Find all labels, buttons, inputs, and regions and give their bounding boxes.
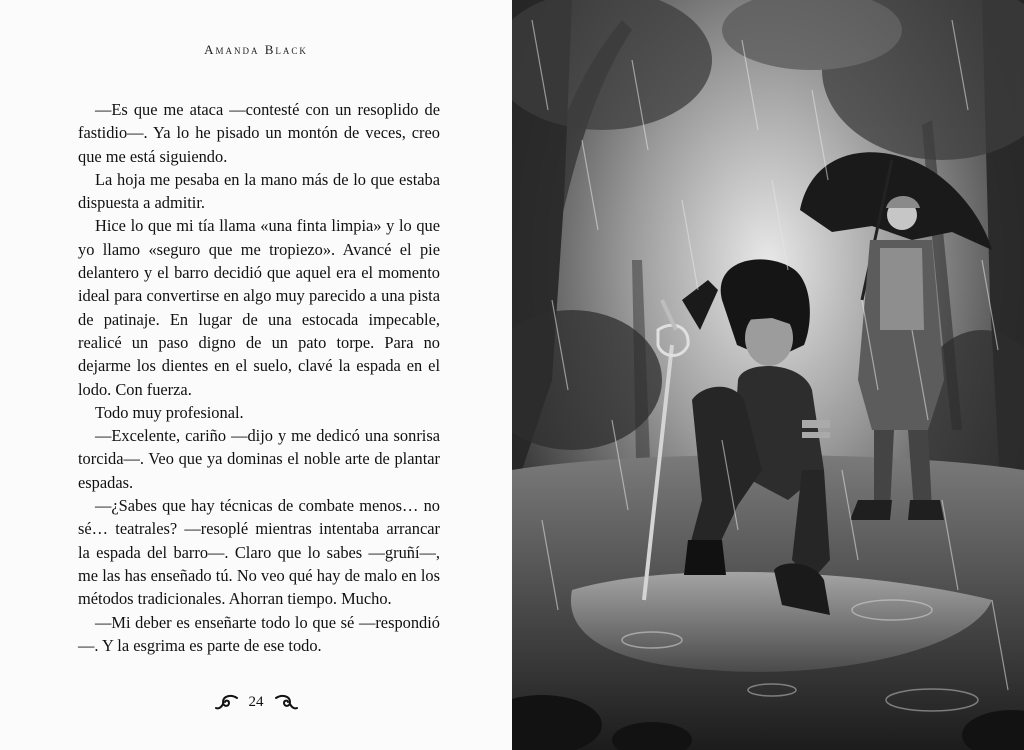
paragraph: Todo muy profesional.: [95, 402, 244, 422]
body-text: [78, 98, 440, 657]
paragraph: —Excelente, cariño —dijo y me dedicó una sonrisa torcida—. Veo que ya dominas el noble arte de plantar espadas.: [78, 426, 440, 492]
right-ornament-icon: [272, 692, 298, 712]
paragraph: —Mi deber es enseñarte todo lo que sé —respondió—. Y la esgrima es parte de ese todo.: [78, 612, 440, 655]
folio: [0, 690, 512, 714]
left-ornament-icon: [215, 692, 241, 712]
paragraph: —¿Sabes que hay técnicas de combate menos… no sé… teatrales? —resoplé mientras intentaba arrancar la espada del barro—. Claro que lo sabes —gruñí—, me las has enseñado tú. No veo qué hay de malo en los métodos tradicionales. Ahorran tiempo. Mucho.: [78, 496, 440, 609]
page-number: 24: [248, 693, 264, 710]
running-head: Amanda Black: [204, 42, 308, 57]
paragraph: —Es que me ataca —contesté con un resoplido de fastidio—. Ya lo he pisado un montón de veces, creo que me está siguiendo.: [78, 100, 440, 166]
paragraph: Hice lo que mi tía llama «una finta limpia» y lo que yo llamo «seguro que me tropiezo». Avancé el pie delantero y el barro decidió que aquel era el momento ideal para convertirse en algo muy parecido a una pista de patinaje. En lugar de una estocada impecable, realicé un paso digno de un pato torpe. Para no dejarme los dientes en el suelo, clavé la espada en el lodo. Con fuerza.: [78, 216, 440, 399]
paragraph: La hoja me pesaba en la mano más de lo que estaba dispuesta a admitir.: [78, 169, 440, 213]
illustration-artwork: [512, 0, 1024, 750]
rain-forest-illustration: [512, 0, 1024, 750]
